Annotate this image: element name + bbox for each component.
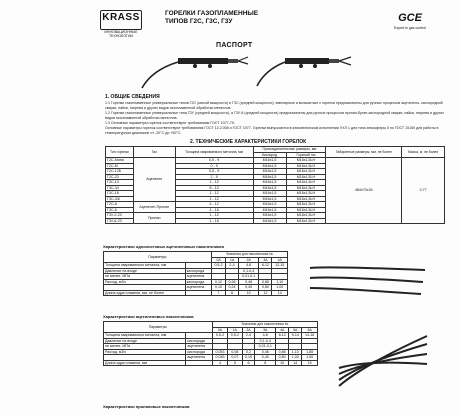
torch-illustration-left bbox=[140, 50, 250, 90]
thickness-cell: 0 - 9 bbox=[175, 163, 253, 169]
torch-type: Г3С-13 bbox=[106, 180, 134, 186]
thickness-cell: 1 - 12 bbox=[175, 196, 253, 202]
tip-number: 0А bbox=[211, 257, 225, 263]
torch-type: Г2С-Мини bbox=[106, 158, 134, 164]
mass-cell: 0.77 bbox=[402, 158, 445, 224]
section-general-p3: 1.3 Основные параметры горелок соответствуют требованиям ГОСТ 1077-79. bbox=[105, 121, 235, 125]
param-label: Длина ядра пламени, мм bbox=[104, 360, 186, 366]
section-specs-heading: 2. ТЕХНИЧЕСКИЕ ХАРАКТЕРИСТИКИ ГОРЕЛОК bbox=[190, 139, 307, 145]
fuel-thread: М16х1,5LH bbox=[286, 213, 326, 219]
param-sub: кислорода bbox=[185, 279, 211, 285]
krass-logo bbox=[100, 10, 142, 38]
dims-cell: 484х70х34 bbox=[326, 158, 402, 224]
torch-illustration-right bbox=[255, 52, 355, 88]
tip-number: 5А bbox=[289, 327, 302, 333]
single-tip-table bbox=[103, 251, 288, 296]
tip-number: 3А bbox=[255, 327, 276, 333]
thickness-cell: 1 - 12 bbox=[175, 180, 253, 186]
thickness-cell: 0,5 - 9 bbox=[175, 169, 253, 175]
fuel-thread: М16х1,5LH bbox=[286, 185, 326, 191]
param-value: 0,07 bbox=[228, 355, 242, 361]
header-oxygen: Кислород bbox=[253, 152, 286, 158]
gce-logo bbox=[390, 12, 430, 32]
title-line-1: ГОРЕЛКИ ГАЗОПЛАМЕННЫЕ bbox=[165, 10, 259, 17]
param-sub: кислорода bbox=[186, 338, 212, 344]
gas-group: Ацетилен bbox=[133, 158, 175, 202]
param-value: 4-6 bbox=[238, 263, 259, 269]
fuel-thread: М16х1,5LH bbox=[286, 218, 326, 224]
param-value: 14 bbox=[289, 360, 302, 366]
thickness-cell: 0,5 - 9 bbox=[175, 158, 253, 164]
fuel-thread: М16х1,5LH bbox=[286, 191, 326, 197]
gas-group: Пропан bbox=[133, 213, 175, 224]
param-header: Параметры bbox=[104, 322, 213, 333]
param-value: 0,1-0,4 bbox=[238, 268, 259, 274]
param-sub: кислорода bbox=[185, 268, 211, 274]
param-value: 1,10 bbox=[289, 349, 302, 355]
oxygen-thread: М16х1,5 bbox=[253, 218, 286, 224]
thickness-cell: 1 - 15 bbox=[175, 218, 253, 224]
thickness-cell: 2 - 9 bbox=[175, 174, 253, 180]
param-value: 8 bbox=[226, 290, 239, 296]
krass-logo-subtitle: ИННОВАЦИОННЫЕ ТЕХНОЛОГИИ bbox=[104, 30, 138, 38]
tip-number: 1А bbox=[226, 257, 239, 263]
gas-group: Ацетилен-Пропан bbox=[133, 202, 175, 213]
param-value: 2-4 bbox=[242, 333, 255, 339]
thickness-cell: 6 - 12 bbox=[175, 185, 253, 191]
header-thickness: Толщина свариваемого металла, мм bbox=[175, 147, 253, 158]
oxygen-thread: М16х1,5 bbox=[253, 202, 286, 208]
tip-number: 0А bbox=[212, 327, 227, 333]
param-label: Давление на входе bbox=[104, 268, 186, 274]
thickness-cell: 1 - 12 bbox=[175, 213, 253, 219]
tip-number: 4А bbox=[276, 327, 289, 333]
section-general-p4: Основные параметры горелок соответствуют требованиям ГОСТ 12.2.008 и ГОСТ 1077. Горелки выпускаются в климатическом исполнении УХЛ 1 для типа атмосферы II по ГОСТ 15150 для работы в температурном диапазоне от -20°С до +50°С. bbox=[105, 126, 439, 135]
param-sub: ацетилена bbox=[186, 344, 212, 350]
param-value: 0,19 bbox=[242, 355, 255, 361]
param-value: 1,10 bbox=[272, 279, 288, 285]
table4-caption: Характеристики ацетиленовых наконечников bbox=[103, 314, 194, 319]
param-value: 15 bbox=[302, 360, 318, 366]
param-value: 0,5-2 bbox=[212, 333, 227, 339]
param-label: не менее, МПа bbox=[104, 274, 186, 280]
torch-type: Г2С-12Б bbox=[106, 169, 134, 175]
param-value: 10 bbox=[276, 360, 289, 366]
param-value: 12 bbox=[259, 290, 272, 296]
fuel-thread: М16х1,5LH bbox=[286, 202, 326, 208]
fuel-thread: М16х1,5LH bbox=[286, 158, 326, 164]
param-value: 0,01-0,1 bbox=[255, 344, 276, 350]
param-value: 12-15 bbox=[272, 263, 288, 269]
section-general-heading: 1. ОБЩИЕ СВЕДЕНИЯ bbox=[105, 94, 160, 100]
param-value: 0,053 bbox=[212, 349, 227, 355]
specs-table bbox=[105, 146, 445, 224]
table-row bbox=[104, 290, 288, 296]
param-header: Параметры bbox=[104, 252, 212, 263]
fuel-thread: М16х1,5LH bbox=[286, 207, 326, 213]
section-general-p2: 1.2 Горелки газопламенные универсальные типа Г3У (средней мощности), а Г3У-6 (средней мощности) предназначены для ручных процессов пропан-бутан-кислородной сварки, пайки, нагрева и других видов газопламенной обработки металлов. bbox=[105, 111, 445, 120]
param-value: 0,12 bbox=[211, 279, 225, 285]
fuel-thread: М16х1,5LH bbox=[286, 169, 326, 175]
param-value: 0,08 bbox=[228, 349, 242, 355]
tip-header-row bbox=[104, 322, 318, 328]
tip-number: 2А bbox=[238, 257, 259, 263]
fuel-thread: М16х1,5LH bbox=[286, 196, 326, 202]
table-row bbox=[104, 360, 318, 366]
param-value: 4-6 bbox=[255, 333, 276, 339]
tip-illustration-1 bbox=[305, 262, 435, 302]
specs-header-row bbox=[106, 147, 445, 153]
oxygen-thread: М16х1,5 bbox=[253, 213, 286, 219]
param-value: 1,85 bbox=[302, 349, 318, 355]
propane-tips-caption: Характеристики пропановых наконечников bbox=[103, 404, 190, 409]
document-title bbox=[165, 10, 305, 26]
param-value: 6 bbox=[242, 360, 255, 366]
param-sub: ацетилена bbox=[185, 285, 211, 291]
param-value: 14 bbox=[272, 290, 288, 296]
param-value: 0,46 bbox=[255, 349, 276, 355]
param-value: 5 bbox=[228, 360, 242, 366]
table3-caption: Характеристики однопостовых ацетиленовых наконечников bbox=[103, 244, 224, 249]
torch-type: Г2С-23 bbox=[106, 174, 134, 180]
tip-number: 2А bbox=[242, 327, 255, 333]
param-value: 14-16 bbox=[302, 333, 318, 339]
thickness-cell: 4 - 12 bbox=[175, 202, 253, 208]
fuel-thread: М16х1,5LH bbox=[286, 163, 326, 169]
param-label: Длина ядра пламени, мм, не более bbox=[104, 290, 186, 296]
tip-number: 4А bbox=[272, 257, 288, 263]
oxygen-thread: М16х1,5 bbox=[253, 158, 286, 164]
param-value: 0,24 bbox=[226, 285, 239, 291]
param-value: 1,50 bbox=[302, 355, 318, 361]
nums-header: Значения для наконечника № bbox=[212, 322, 317, 328]
header-mass: Масса, кг, не более bbox=[402, 147, 445, 158]
header-gas: Газ bbox=[133, 147, 175, 158]
oxygen-thread: М16х1,5 bbox=[253, 196, 286, 202]
param-value: 0,5-2 bbox=[228, 333, 242, 339]
torch-type: Г3У-6-23 bbox=[106, 218, 134, 224]
section-general-p1: 1.1 Горелки газопламенные универсальные типов Г2С (малой мощности) и Г3С (средней мощности), ювелирные и вольчатные с горелки предназначены для ручных процессов ацетилено- кислородной сварки, пайки, нагрева и других видов газопламенной обработки металлов. bbox=[105, 101, 443, 110]
param-label: Толщина свариваемого металла, мм bbox=[104, 333, 186, 339]
param-value: 0,5-2 bbox=[211, 263, 225, 269]
param-sub: ацетилена bbox=[185, 274, 211, 280]
oxygen-thread: М16х1,5 bbox=[253, 169, 286, 175]
torch-type: Г3С-16 bbox=[106, 191, 134, 197]
torch-type: Г3С-3/6 bbox=[106, 196, 134, 202]
torch-type: Г2С-М bbox=[106, 163, 134, 169]
header-connect: Присоединительные размеры, мм bbox=[253, 147, 326, 153]
torch-type: Г2С-6 bbox=[106, 202, 134, 208]
table-row bbox=[106, 158, 445, 164]
torch-type: Г3С-6 bbox=[106, 207, 134, 213]
multi-tip-table bbox=[103, 321, 318, 366]
tip-number: 6А bbox=[302, 327, 318, 333]
param-sub bbox=[185, 290, 211, 296]
param-value: 0,80 bbox=[276, 355, 289, 361]
gce-logo-text: GCE bbox=[398, 12, 422, 24]
param-value: 0,80 bbox=[259, 285, 272, 291]
param-value: 1,00 bbox=[289, 355, 302, 361]
fuel-thread: М16х1,5LH bbox=[286, 180, 326, 186]
oxygen-thread: М16х1,5 bbox=[253, 180, 286, 186]
param-sub: кислорода bbox=[186, 349, 212, 355]
oxygen-thread: М16х1,5 bbox=[253, 191, 286, 197]
param-value: 0,86 bbox=[259, 279, 272, 285]
tip-number: 1А bbox=[228, 327, 242, 333]
param-value: 10 bbox=[238, 290, 259, 296]
param-sub: ацетилена bbox=[186, 355, 212, 361]
torch-type: Г3С-34 bbox=[106, 185, 134, 191]
thickness-cell: 1 - 12 bbox=[175, 191, 253, 197]
header-fuel: Горючий газ bbox=[286, 152, 326, 158]
param-value: 0,10 bbox=[211, 285, 225, 291]
param-label: не менее, МПа bbox=[104, 344, 186, 350]
param-value: 0,28 bbox=[226, 279, 239, 285]
gce-logo-subtitle: Expert in gas control bbox=[394, 26, 426, 30]
tip-illustration-2 bbox=[335, 328, 435, 388]
oxygen-thread: М16х1,5 bbox=[253, 185, 286, 191]
param-value: 6-12 bbox=[276, 333, 289, 339]
passport-heading: ПАСПОРТ bbox=[216, 42, 253, 49]
header-type: Тип горелки bbox=[106, 147, 134, 158]
torch-type: Г3У-2-23 bbox=[106, 213, 134, 219]
param-value: 0,45 bbox=[238, 285, 259, 291]
title-line-2: ТИПОВ Г2С, Г3С, Г3У bbox=[165, 18, 233, 25]
param-value: 2-4 bbox=[226, 263, 239, 269]
oxygen-thread: М16х1,5 bbox=[253, 163, 286, 169]
param-value: 0,86 bbox=[276, 349, 289, 355]
param-value: 0,40 bbox=[255, 355, 276, 361]
param-value: 0,2 bbox=[242, 349, 255, 355]
param-value: 9-14 bbox=[289, 333, 302, 339]
param-value: 0,045 bbox=[212, 355, 227, 361]
param-label: Давление на входе bbox=[104, 338, 186, 344]
krass-logo-text: KRASS bbox=[102, 12, 140, 23]
param-value: 0,01-0,1 bbox=[238, 274, 259, 280]
param-label: Расход, м3/ч bbox=[104, 279, 186, 285]
param-label: Расход, м3/ч bbox=[104, 349, 186, 355]
param-value: 8 bbox=[255, 360, 276, 366]
param-value: 6-12 bbox=[259, 263, 272, 269]
param-label: Толщина свариваемого металла, мм bbox=[104, 263, 186, 269]
header-dims: Габаритные размеры, мм, не более bbox=[326, 147, 402, 158]
param-value: 4 bbox=[212, 360, 227, 366]
fuel-thread: М16х1,5LH bbox=[286, 174, 326, 180]
param-value: 0,48 bbox=[238, 279, 259, 285]
oxygen-thread: М16х1,5 bbox=[253, 207, 286, 213]
tip-number: 3А bbox=[259, 257, 272, 263]
thickness-cell: 4 - 16 bbox=[175, 207, 253, 213]
oxygen-thread: М16х1,5 bbox=[253, 174, 286, 180]
param-sub bbox=[186, 360, 212, 366]
param-value: 1,00 bbox=[272, 285, 288, 291]
param-value: 0,1-0,4 bbox=[255, 338, 276, 344]
param-value: 7 bbox=[211, 290, 225, 296]
tip-header-row bbox=[104, 252, 288, 258]
nums-header: Значения для наконечника № bbox=[211, 252, 287, 258]
